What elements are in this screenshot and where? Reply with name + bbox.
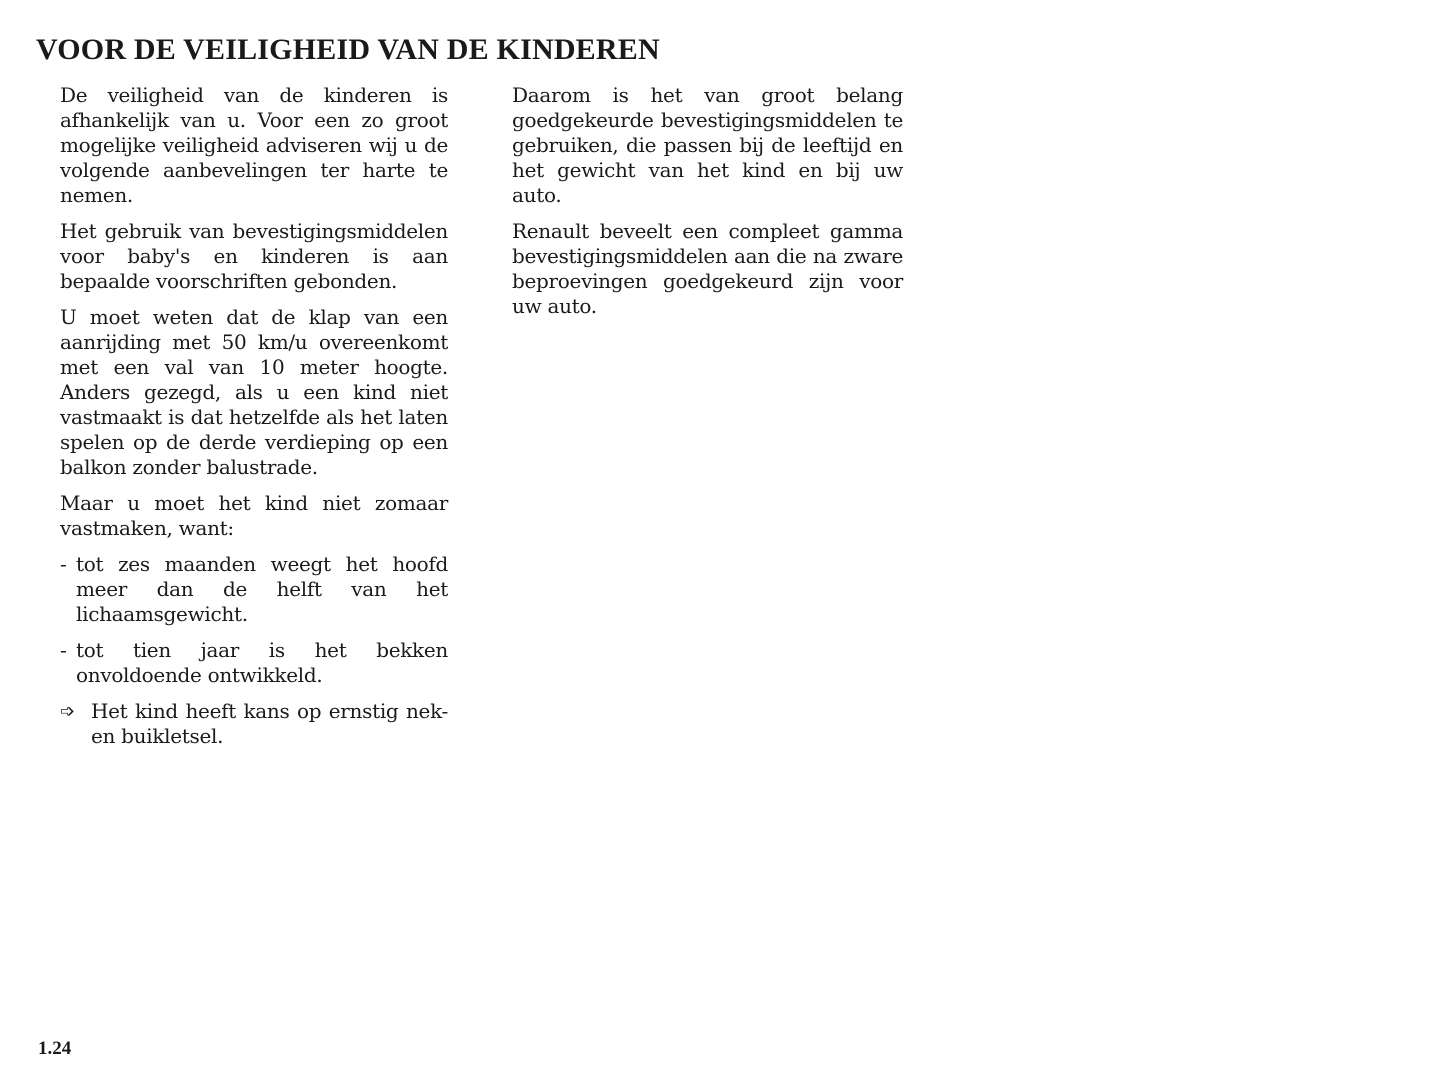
list-item-text: tot zes maanden weegt het hoofd meer dan de helft van het lichaamsgewicht. [76,552,448,626]
page-number: 1.24 [38,1038,72,1059]
dash-bullet-icon: - [60,552,67,576]
list-item [60,552,448,627]
left-column [60,83,448,760]
list-item-text: tot tien jaar is het bekken onvoldoende ontwikkeld. [76,638,448,687]
impact-paragraph: U moet weten dat de klap van een aanrijding met 50 km/u overeenkomt met een val van 10 meter hoogte. Anders gezegd, als u een kind niet vastmaakt is dat hetzelfde als het laten spelen op de derde verdieping op een balkon zonder balustrade. [60,305,448,479]
conclusion-item [60,699,448,749]
regulations-paragraph: Het gebruik van bevestigingsmiddelen voor baby's en kinderen is aan bepaalde voorschriften gebonden. [60,219,448,293]
page-title: VOOR DE VEILIGHEID VAN DE KINDEREN [36,33,660,66]
renault-recommendation-paragraph: Renault beveelt een compleet gamma bevestigingsmiddelen aan die na zware beproevingen goedgekeurd zijn voor uw auto. [512,219,903,318]
caution-paragraph: Maar u moet het kind niet zomaar vastmaken, want: [60,491,448,540]
list-item [60,638,448,688]
approved-restraints-paragraph: Daarom is het van groot belang goedgekeurde bevestigingsmiddelen te gebruiken, die passen bij de leeftijd en het gewicht van het kind en bij uw auto. [512,83,903,207]
right-column [512,83,903,330]
conclusion-text: Het kind heeft kans op ernstig nek- en buikletsel. [91,699,448,748]
intro-paragraph: De veiligheid van de kinderen is afhankelijk van u. Voor een zo groot mogelijke veiligheid adviseren wij u de volgende aanbevelingen ter harte te nemen. [60,83,448,207]
arrow-right-icon: ➩ [60,701,75,722]
dash-bullet-icon: - [60,638,67,662]
